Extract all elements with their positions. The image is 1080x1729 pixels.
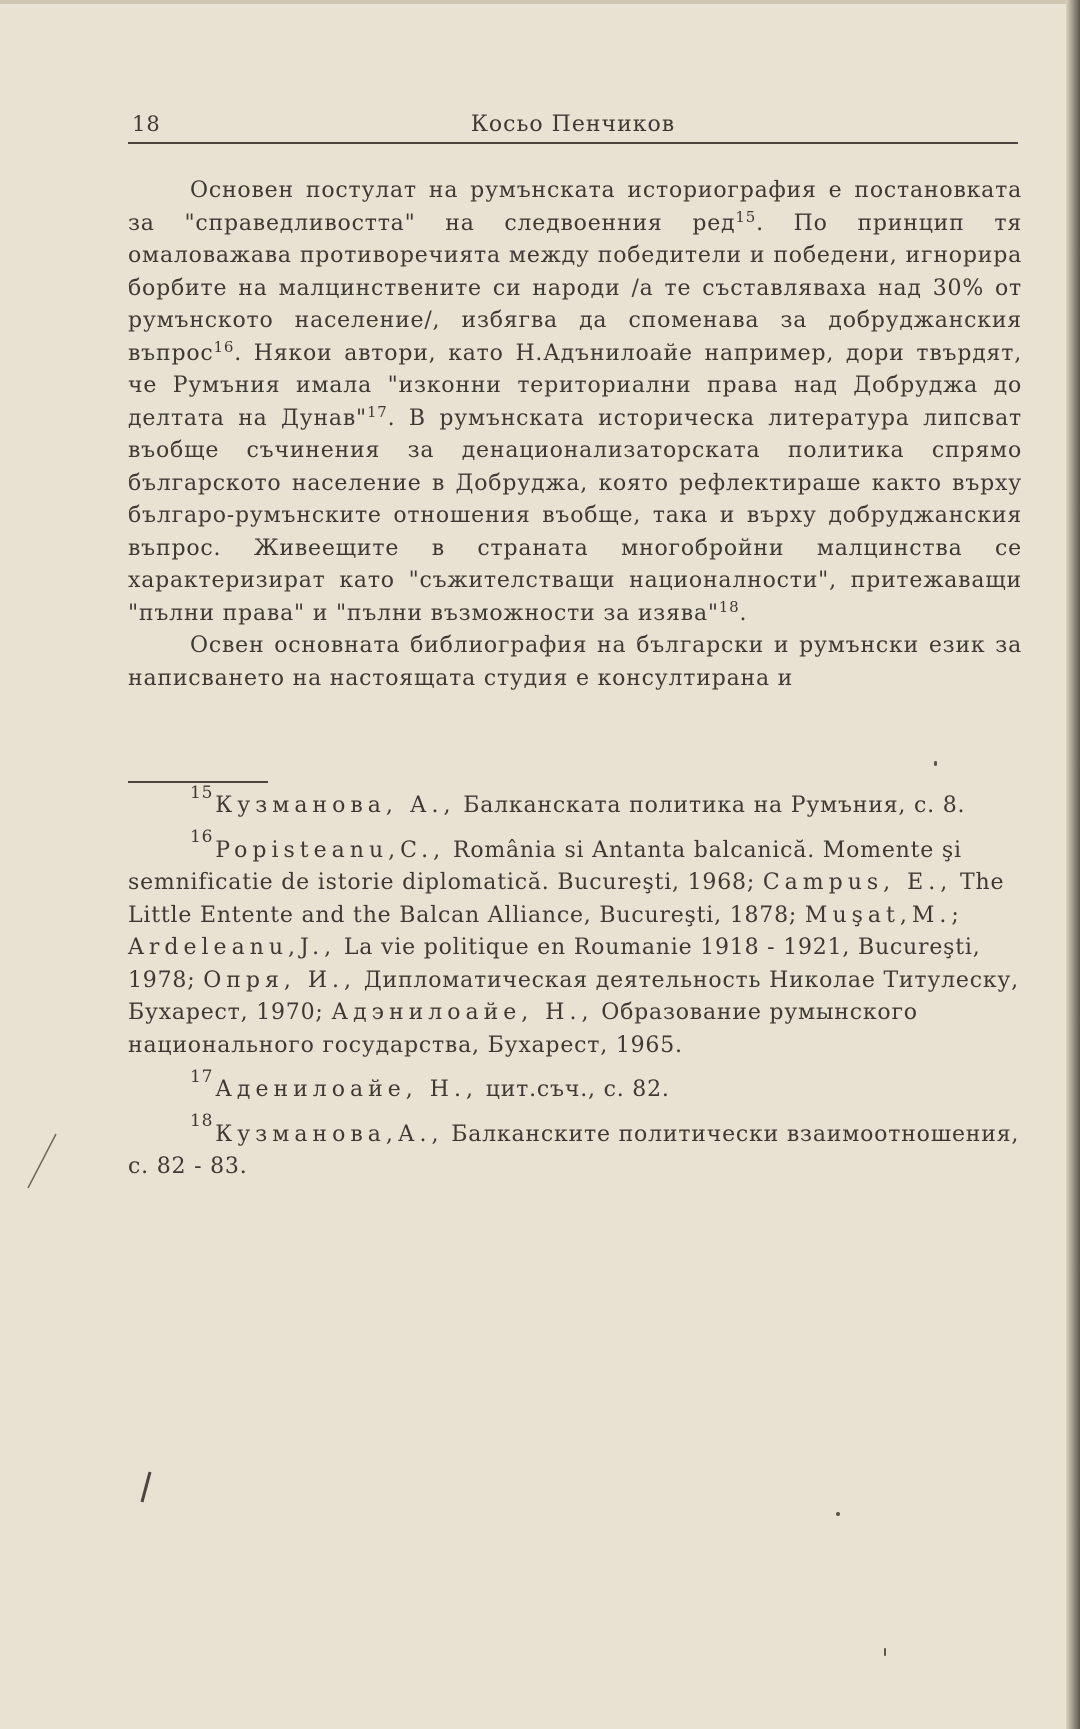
footnote-text: România si Antanta balcanică. Momente şi semnificatie de istorie diplomatică. Bucureşti, 1968;: [128, 837, 962, 895]
footnote-author-5: Адэнилоайе, Н.,: [331, 1000, 594, 1025]
footnote-author-2: Campus, E.,: [762, 870, 953, 895]
footnote-15: [128, 782, 1022, 823]
paragraph-1-text-b: . По принцип тя омаловажава противоречията между победители и победени, игнорира борбите на малцинствените си народи /а те съставляваха над 30% от румънското население/, избягва да споменава за добруджанския въпрос: [128, 210, 1022, 366]
footnote-17: [128, 1066, 1022, 1107]
footnote-number: 18: [190, 1111, 214, 1132]
running-title: Косьо Пенчиков: [470, 112, 676, 137]
footnote-number: 16: [190, 827, 214, 848]
page-number: 18: [132, 112, 161, 136]
pencil-mark-2: [136, 1470, 156, 1504]
footnote-ref-17: 17: [366, 402, 388, 421]
pencil-mark: [22, 1132, 62, 1190]
footnote-number: 15: [190, 782, 214, 803]
footnote-author-4: Опря, И.,: [203, 967, 357, 993]
footnote-text-3: La vie politique en Roumanie 1918 - 1921, Bucureşti, 1978;: [128, 935, 981, 993]
footnote-author: Кузманова,А.,: [215, 1121, 444, 1147]
footnote-author: Кузманова, А.,: [215, 793, 456, 818]
body-text: [128, 175, 1022, 695]
footnote-ref-16: 16: [213, 337, 235, 356]
footnote-number: 17: [190, 1066, 214, 1087]
footnote-text-2: The Little Entente and the Balcan Alliance, Bucureşti, 1878;: [128, 870, 1005, 928]
page-header: [128, 110, 1018, 144]
footnote-author: Аденилоайе, Н.,: [215, 1077, 478, 1102]
footnote-text: Балканската политика на Румъния, с. 8.: [455, 793, 966, 818]
footnote-author-3: Muşat,M.; Ardeleanu,J.,: [128, 902, 964, 960]
footnote-text-5: Образование румынского национального государства, Бухарест, 1965.: [128, 1000, 918, 1058]
footnote-ref-18: 18: [718, 597, 740, 616]
paragraph-2: Освен основната библиография на български и румънски език за написването на настоящата студия е консултирана и: [128, 633, 1022, 691]
paragraph-1: [128, 175, 1022, 630]
footnote-16: [128, 827, 1022, 1063]
paragraph-1-text-e: .: [739, 600, 748, 626]
footnotes: [128, 782, 1022, 1196]
footnote-author: Popisteanu,C.,: [215, 837, 446, 863]
ink-speck: [934, 761, 937, 766]
paragraph-1-text-c: . Някои автори, като Н.Адънилоайе например, дори твърдят, че Румъния имала "изконни териториални права над Добруджа до делтата на Дунав": [128, 340, 1022, 431]
top-edge: [0, 0, 1080, 4]
page-edge-shadow: [1066, 0, 1080, 1729]
footnote-text-4: Дипломатическая деятельность Николае Титулеску, Бухарест, 1970;: [128, 967, 1019, 1025]
footnote-18: [128, 1111, 1022, 1184]
paragraph-1-text-d: . В румънската историческа литература липсват въобще съчинения за денационализаторската политика спрямо българското население в Добруджа, която рефлектираше както върху българо-румънските отношения въобще, така и върху добруджанския въпрос. Живеещите в страната многобройни малцинства се характеризират като "съжителстващи националности", притежаващи "пълни права" и "пълни възможности за изява": [128, 405, 1022, 626]
ink-speck: [836, 1512, 840, 1516]
footnote-text: Балканските политически взаимоотношения, с. 82 - 83.: [128, 1121, 1020, 1179]
paragraph-1-text-a: Основен постулат на румънската историография е постановката за "справедливостта" на следвоенния ред: [128, 178, 1022, 236]
ink-speck: [884, 1648, 886, 1656]
footnote-ref-15: 15: [735, 207, 757, 226]
footnote-text: цит.съч., с. 82.: [477, 1077, 670, 1102]
